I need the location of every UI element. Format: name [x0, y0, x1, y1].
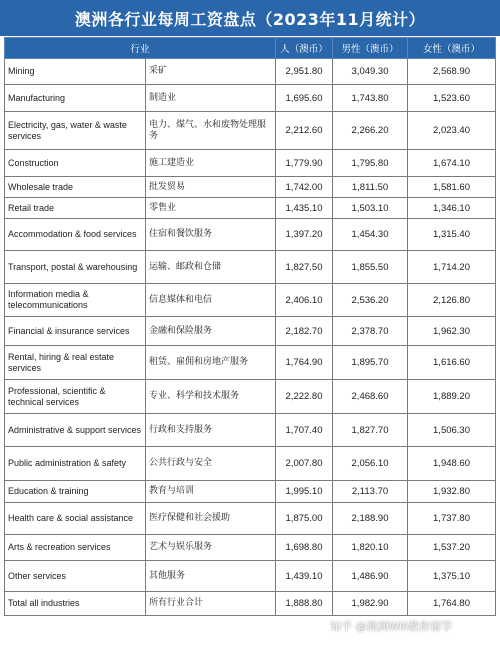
person-wage-cell: 1,779.90 — [276, 150, 333, 177]
industry-zh-cell: 其他服务 — [146, 561, 276, 592]
female-wage-cell: 1,714.20 — [408, 251, 496, 284]
industry-en-cell: Mining — [5, 59, 146, 85]
male-wage-cell: 1,895.70 — [333, 346, 408, 380]
male-wage-cell: 2,266.20 — [333, 112, 408, 150]
table-row — [5, 112, 496, 150]
table-header-row — [5, 38, 496, 59]
female-wage-cell: 1,889.20 — [408, 380, 496, 414]
table-row — [5, 447, 496, 481]
industry-en-cell: Information media & telecommunications — [5, 284, 146, 317]
male-wage-cell: 1,503.10 — [333, 198, 408, 219]
person-wage-cell: 2,182.70 — [276, 317, 333, 346]
male-wage-cell: 2,188.90 — [333, 503, 408, 535]
industry-zh-cell: 信息媒体和电信 — [146, 284, 276, 317]
male-wage-cell: 1,454.30 — [333, 219, 408, 251]
person-wage-cell: 1,698.80 — [276, 535, 333, 561]
person-wage-cell: 2,406.10 — [276, 284, 333, 317]
industry-zh-cell: 公共行政与安全 — [146, 447, 276, 481]
male-wage-cell: 1,486.90 — [333, 561, 408, 592]
industry-zh-cell: 采矿 — [146, 59, 276, 85]
male-wage-cell: 1,795.80 — [333, 150, 408, 177]
table-row — [5, 317, 496, 346]
female-wage-cell: 2,023.40 — [408, 112, 496, 150]
industry-zh-cell: 电力、煤气、水和废物处理服务 — [146, 112, 276, 150]
female-wage-cell: 1,948.60 — [408, 447, 496, 481]
table-row — [5, 284, 496, 317]
table-row — [5, 380, 496, 414]
industry-en-cell: Transport, postal & warehousing — [5, 251, 146, 284]
table-row — [5, 219, 496, 251]
header-industry: 行业 — [5, 38, 276, 59]
wage-table — [4, 37, 496, 616]
industry-zh-cell: 所有行业合计 — [146, 592, 276, 616]
person-wage-cell: 1,995.10 — [276, 481, 333, 503]
person-wage-cell: 1,439.10 — [276, 561, 333, 592]
table-row — [5, 561, 496, 592]
industry-en-cell: Professional, scientific & technical services — [5, 380, 146, 414]
industry-en-cell: Administrative & support services — [5, 414, 146, 447]
header-female: 女性（澳币） — [408, 38, 496, 59]
female-wage-cell: 1,674.10 — [408, 150, 496, 177]
industry-zh-cell: 住宿和餐饮服务 — [146, 219, 276, 251]
person-wage-cell: 1,435.10 — [276, 198, 333, 219]
male-wage-cell: 1,982.90 — [333, 592, 408, 616]
male-wage-cell: 1,855.50 — [333, 251, 408, 284]
industry-zh-cell: 运输、邮政和仓储 — [146, 251, 276, 284]
table-row — [5, 198, 496, 219]
header-person: 人（澳币） — [276, 38, 333, 59]
table-row — [5, 251, 496, 284]
male-wage-cell: 1,743.80 — [333, 85, 408, 112]
industry-en-cell: Health care & social assistance — [5, 503, 146, 535]
person-wage-cell: 1,397.20 — [276, 219, 333, 251]
industry-zh-cell: 金融和保险服务 — [146, 317, 276, 346]
female-wage-cell: 1,523.60 — [408, 85, 496, 112]
table-row — [5, 503, 496, 535]
industry-en-cell: Rental, hiring & real estate services — [5, 346, 146, 380]
industry-en-cell: Financial & insurance services — [5, 317, 146, 346]
person-wage-cell: 1,827.50 — [276, 251, 333, 284]
industry-zh-cell: 教育与培训 — [146, 481, 276, 503]
industry-en-cell: Accommodation & food services — [5, 219, 146, 251]
male-wage-cell: 2,468.60 — [333, 380, 408, 414]
industry-en-cell: Manufacturing — [5, 85, 146, 112]
table-row — [5, 481, 496, 503]
industry-en-cell: Other services — [5, 561, 146, 592]
person-wage-cell: 1,742.00 — [276, 177, 333, 198]
industry-en-cell: Retail trade — [5, 198, 146, 219]
industry-en-cell: Construction — [5, 150, 146, 177]
female-wage-cell: 1,346.10 — [408, 198, 496, 219]
person-wage-cell: 2,222.80 — [276, 380, 333, 414]
male-wage-cell: 2,113.70 — [333, 481, 408, 503]
industry-en-cell: Electricity, gas, water & waste services — [5, 112, 146, 150]
header-male: 男性（澳币） — [333, 38, 408, 59]
industry-en-cell: Public administration & safety — [5, 447, 146, 481]
female-wage-cell: 1,581.60 — [408, 177, 496, 198]
industry-zh-cell: 制造业 — [146, 85, 276, 112]
table-row — [5, 150, 496, 177]
male-wage-cell: 2,056.10 — [333, 447, 408, 481]
person-wage-cell: 2,212.60 — [276, 112, 333, 150]
female-wage-cell: 1,315.40 — [408, 219, 496, 251]
person-wage-cell: 1,888.80 — [276, 592, 333, 616]
male-wage-cell: 2,536.20 — [333, 284, 408, 317]
person-wage-cell: 1,764.90 — [276, 346, 333, 380]
table-row — [5, 592, 496, 616]
male-wage-cell: 1,827.70 — [333, 414, 408, 447]
male-wage-cell: 1,811.50 — [333, 177, 408, 198]
industry-zh-cell: 批发贸易 — [146, 177, 276, 198]
industry-en-cell: Total all industries — [5, 592, 146, 616]
female-wage-cell: 1,764.80 — [408, 592, 496, 616]
female-wage-cell: 1,375.10 — [408, 561, 496, 592]
table-row — [5, 85, 496, 112]
female-wage-cell: 1,737.80 — [408, 503, 496, 535]
female-wage-cell: 2,568.90 — [408, 59, 496, 85]
table-row — [5, 535, 496, 561]
male-wage-cell: 1,820.10 — [333, 535, 408, 561]
male-wage-cell: 2,378.70 — [333, 317, 408, 346]
table-body — [5, 59, 496, 616]
table-row — [5, 177, 496, 198]
female-wage-cell: 1,616.60 — [408, 346, 496, 380]
industry-en-cell: Education & training — [5, 481, 146, 503]
female-wage-cell: 1,506.30 — [408, 414, 496, 447]
person-wage-cell: 1,695.60 — [276, 85, 333, 112]
industry-en-cell: Wholesale trade — [5, 177, 146, 198]
person-wage-cell: 1,707.40 — [276, 414, 333, 447]
industry-zh-cell: 医疗保健和社会援助 — [146, 503, 276, 535]
female-wage-cell: 1,962.30 — [408, 317, 496, 346]
industry-zh-cell: 零售业 — [146, 198, 276, 219]
industry-zh-cell: 专业、科学和技术服务 — [146, 380, 276, 414]
table-row — [5, 414, 496, 447]
industry-en-cell: Arts & recreation services — [5, 535, 146, 561]
page-title: 澳洲各行业每周工资盘点（2023年11月统计） — [0, 0, 500, 36]
industry-zh-cell: 行政和支持服务 — [146, 414, 276, 447]
industry-zh-cell: 租赁、雇佣和房地产服务 — [146, 346, 276, 380]
industry-zh-cell: 施工建造业 — [146, 150, 276, 177]
female-wage-cell: 1,537.20 — [408, 535, 496, 561]
female-wage-cell: 2,126.80 — [408, 284, 496, 317]
person-wage-cell: 1,875.00 — [276, 503, 333, 535]
male-wage-cell: 3,049.30 — [333, 59, 408, 85]
person-wage-cell: 2,951.80 — [276, 59, 333, 85]
table-row — [5, 346, 496, 380]
person-wage-cell: 2,007.80 — [276, 447, 333, 481]
female-wage-cell: 1,932.80 — [408, 481, 496, 503]
table-row — [5, 59, 496, 85]
industry-zh-cell: 艺术与娱乐服务 — [146, 535, 276, 561]
watermark: 知乎 @澳洲Will教你留学 — [330, 620, 453, 633]
